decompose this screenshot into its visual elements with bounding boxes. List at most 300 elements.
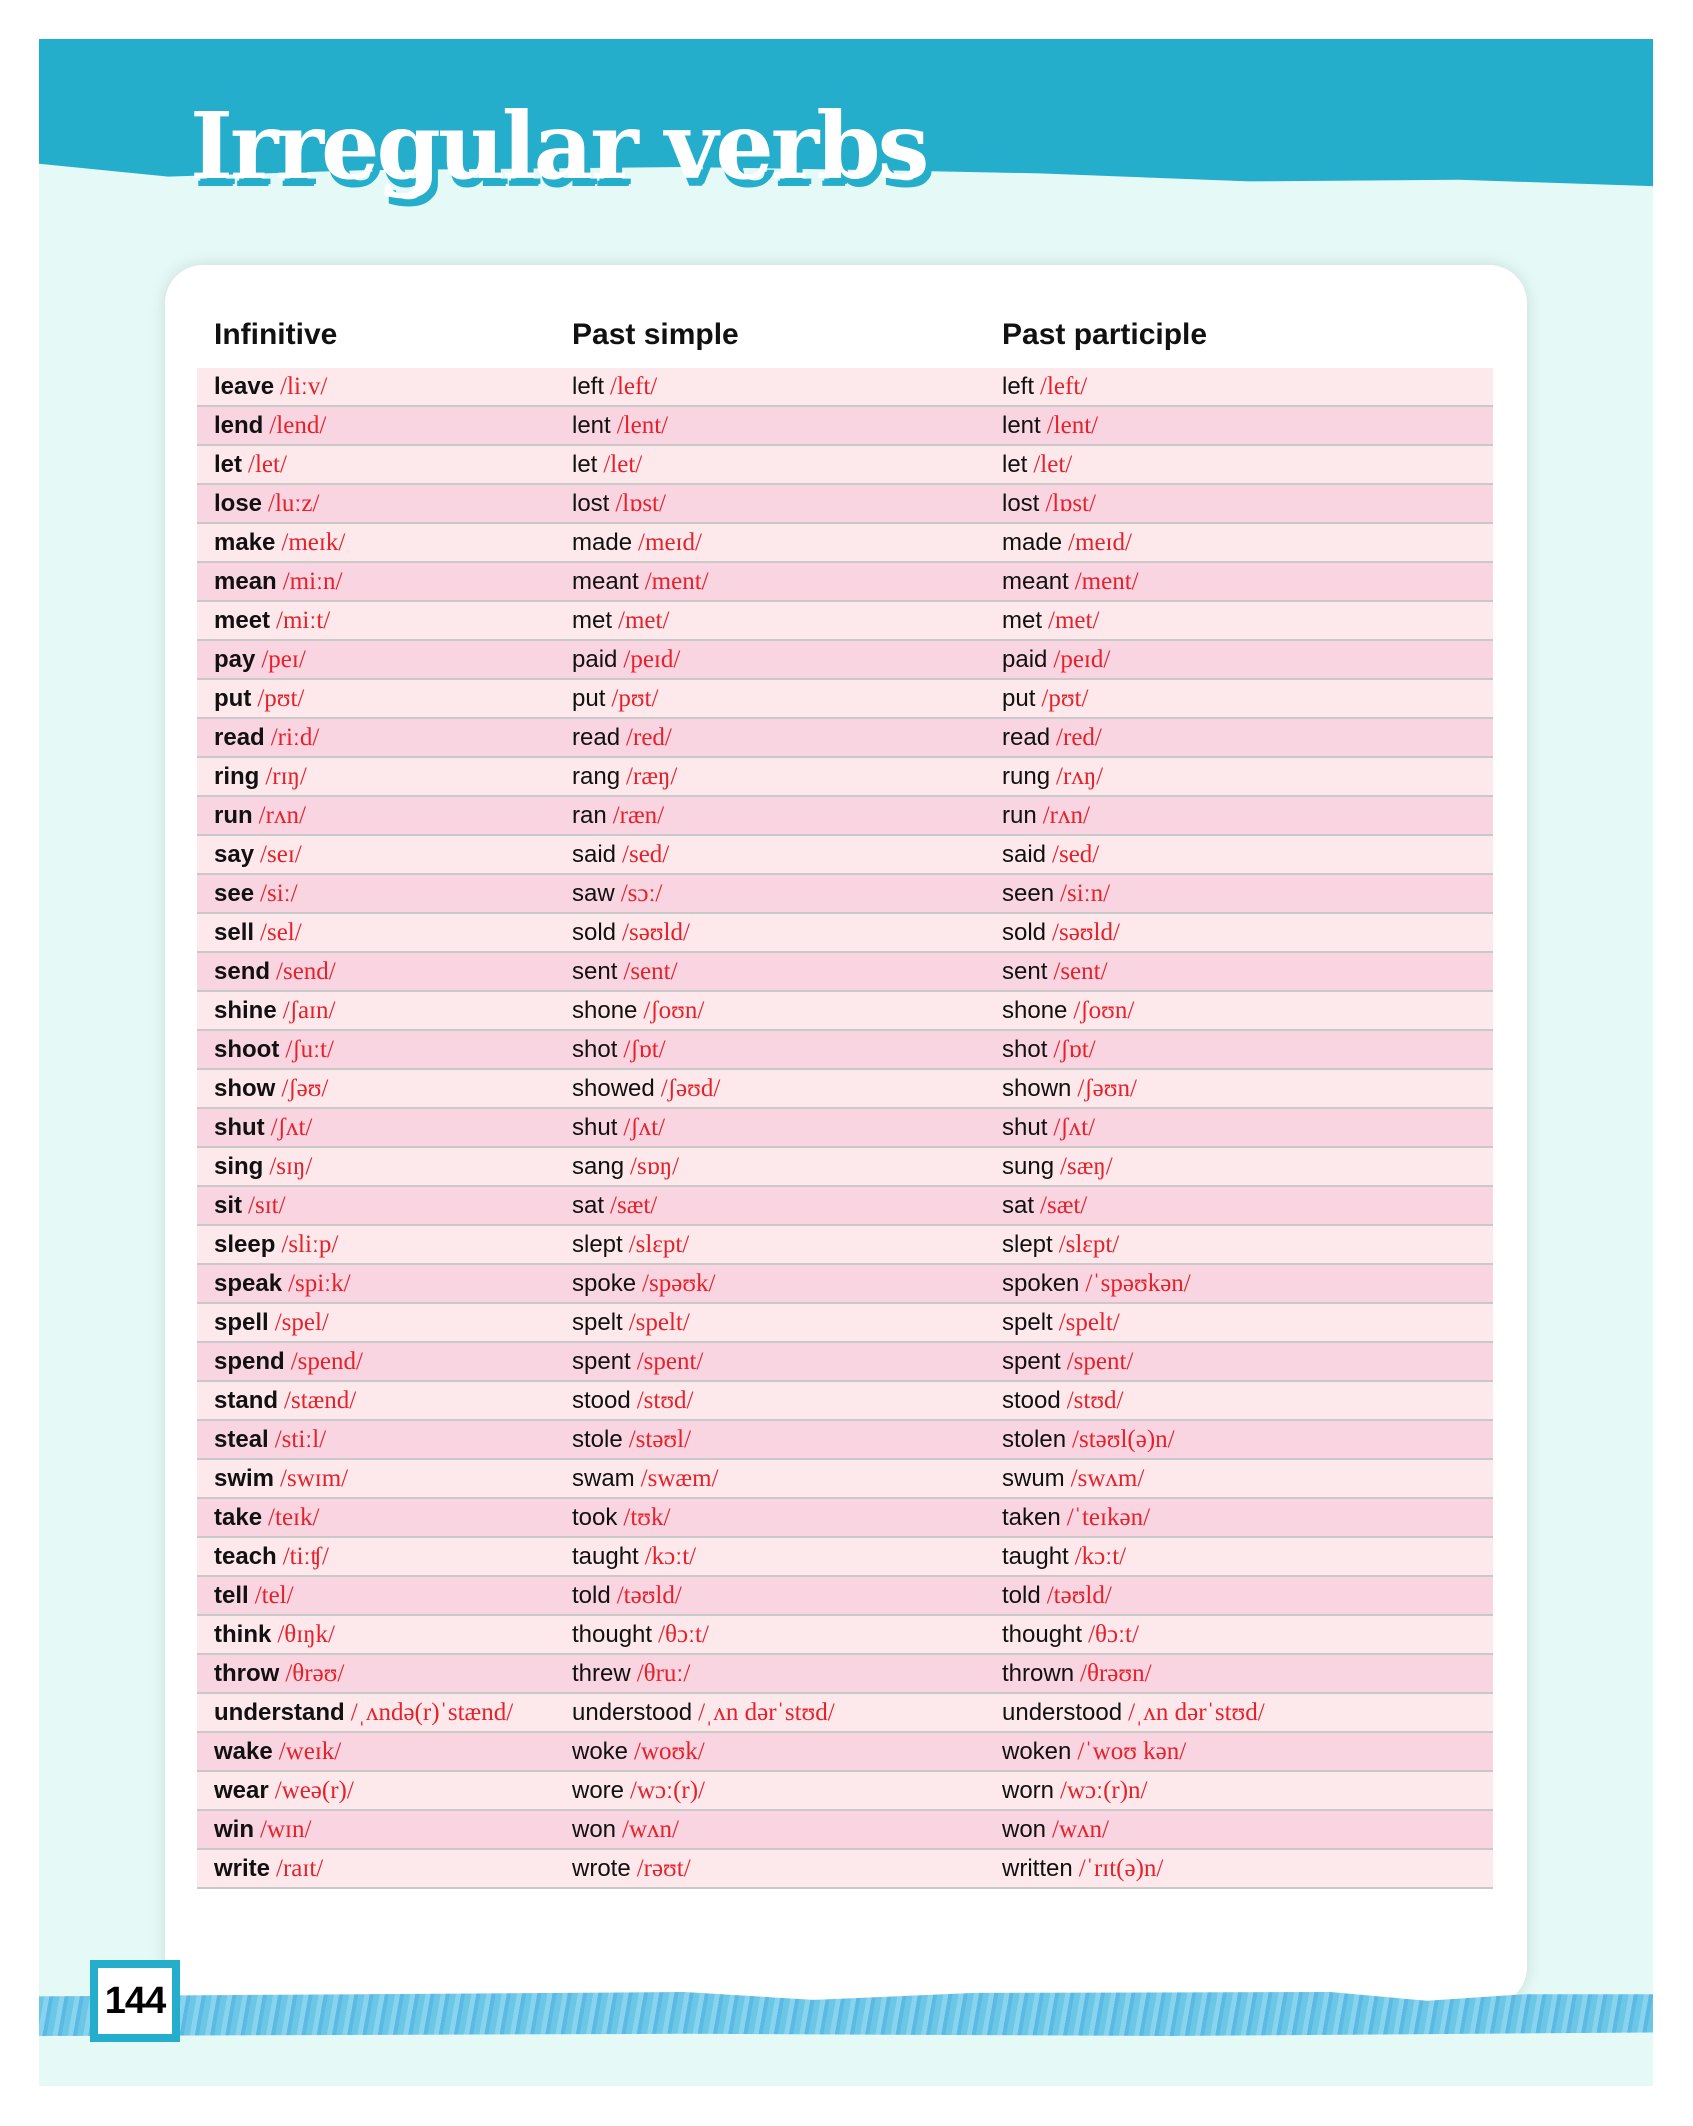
phonetic-transcription: /ʃʌt/: [623, 1114, 666, 1141]
verb-form: won: [1002, 1816, 1047, 1843]
phonetic-transcription: /woʊk/: [634, 1738, 705, 1765]
verb-form: swum: [1002, 1465, 1065, 1492]
phonetic-transcription: /ʃəʊ/: [281, 1075, 329, 1102]
cell-infinitive: [214, 563, 342, 600]
verb-form: left: [1002, 373, 1035, 400]
table-row: [197, 953, 1493, 992]
table-row: [197, 1421, 1493, 1460]
phonetic-transcription: /θruː/: [636, 1660, 691, 1687]
verb-form: tell: [214, 1582, 249, 1609]
cell-past-simple: [572, 1733, 705, 1770]
phonetic-transcription: /səʊld/: [622, 919, 690, 946]
page-number: 144: [90, 1960, 180, 2042]
verb-form: taken: [1002, 1504, 1061, 1531]
cell-past-simple: [572, 1850, 691, 1887]
phonetic-transcription: /luːz/: [268, 490, 320, 517]
table-row: [197, 836, 1493, 875]
phonetic-transcription: /send/: [276, 958, 336, 985]
cell-past-participle: [1002, 1265, 1191, 1302]
cell-past-simple: [572, 1811, 679, 1848]
phonetic-transcription: /ment/: [644, 568, 709, 595]
cell-past-simple: [572, 680, 658, 717]
cell-past-simple: [572, 1421, 691, 1458]
phonetic-transcription: /tʊk/: [623, 1504, 671, 1531]
cell-infinitive: [214, 446, 287, 483]
phonetic-transcription: /spelt/: [1058, 1309, 1120, 1336]
cell-past-simple: [572, 1616, 709, 1653]
phonetic-transcription: /sæt/: [1040, 1192, 1088, 1219]
verb-form: saw: [572, 880, 615, 907]
cell-infinitive: [214, 1031, 334, 1068]
cell-past-simple: [572, 407, 668, 444]
phonetic-transcription: /peɪd/: [1053, 646, 1111, 673]
cell-infinitive: [214, 1304, 329, 1341]
cell-past-participle: [1002, 1772, 1148, 1809]
verb-form: rung: [1002, 763, 1051, 790]
phonetic-transcription: /teɪk/: [268, 1504, 320, 1531]
phonetic-transcription: /rəʊt/: [636, 1855, 691, 1882]
verb-form: lent: [572, 412, 611, 439]
verb-form: shown: [1002, 1075, 1072, 1102]
verb-form: taught: [572, 1543, 639, 1570]
table-row: [197, 1148, 1493, 1187]
cell-past-simple: [572, 875, 662, 912]
cell-past-simple: [572, 563, 709, 600]
phonetic-transcription: /swæm/: [640, 1465, 719, 1492]
verb-form: said: [572, 841, 617, 868]
table-row: [197, 368, 1493, 407]
phonetic-transcription: /stəʊl(ə)n/: [1072, 1426, 1175, 1453]
cell-infinitive: [214, 524, 345, 561]
cell-infinitive: [214, 1499, 319, 1536]
verb-form: let: [214, 451, 243, 478]
cell-past-simple: [572, 1499, 670, 1536]
phonetic-transcription: /səʊld/: [1052, 919, 1120, 946]
verb-form: seen: [1002, 880, 1055, 907]
cell-infinitive: [214, 797, 306, 834]
phonetic-transcription: /ʃʌt/: [270, 1114, 313, 1141]
phonetic-transcription: /sæt/: [610, 1192, 658, 1219]
phonetic-transcription: /sliːp/: [281, 1231, 339, 1258]
verb-form: sleep: [214, 1231, 276, 1258]
cell-infinitive: [214, 680, 304, 717]
cell-past-simple: [572, 1226, 689, 1263]
verb-form: meant: [1002, 568, 1069, 595]
phonetic-transcription: /wɔː(r)/: [630, 1777, 705, 1804]
table-row: [197, 797, 1493, 836]
table-row: [197, 446, 1493, 485]
verb-form: run: [1002, 802, 1037, 829]
cell-infinitive: [214, 914, 302, 951]
verb-form: sat: [572, 1192, 605, 1219]
phonetic-transcription: /miːn/: [282, 568, 343, 595]
cell-past-participle: [1002, 368, 1087, 405]
verb-table-body: [197, 368, 1493, 1889]
cell-infinitive: [214, 602, 330, 639]
cell-past-participle: [1002, 1382, 1124, 1419]
phonetic-transcription: /ˈspəʊkən/: [1085, 1270, 1191, 1297]
phonetic-transcription: /siː/: [260, 880, 298, 907]
verb-form: threw: [572, 1660, 631, 1687]
verb-form: shut: [1002, 1114, 1048, 1141]
verb-form: spent: [572, 1348, 631, 1375]
table-row: [197, 1343, 1493, 1382]
phonetic-transcription: /ræŋ/: [626, 763, 678, 790]
phonetic-transcription: /sent/: [623, 958, 678, 985]
phonetic-transcription: /ʃuːt/: [285, 1036, 334, 1063]
verb-form: let: [1002, 451, 1028, 478]
phonetic-transcription: /pʊt/: [611, 685, 659, 712]
verb-form: shine: [214, 997, 277, 1024]
verb-form: make: [214, 529, 276, 556]
table-row: [197, 1304, 1493, 1343]
cell-infinitive: [214, 1265, 351, 1302]
phonetic-transcription: /meɪk/: [281, 529, 346, 556]
cell-infinitive: [214, 368, 327, 405]
cell-past-simple: [572, 1304, 690, 1341]
verb-form: win: [214, 1816, 254, 1843]
verb-form: spelt: [572, 1309, 623, 1336]
table-row: [197, 1577, 1493, 1616]
cell-infinitive: [214, 758, 307, 795]
verb-form: slept: [1002, 1231, 1053, 1258]
cell-past-participle: [1002, 641, 1110, 678]
verb-form: woke: [572, 1738, 629, 1765]
phonetic-transcription: /kɔːt/: [644, 1543, 697, 1570]
verb-form: spend: [214, 1348, 285, 1375]
verb-form: wear: [214, 1777, 269, 1804]
verb-form: put: [572, 685, 606, 712]
phonetic-transcription: /sɪt/: [248, 1192, 286, 1219]
cell-infinitive: [214, 1655, 344, 1692]
phonetic-transcription: /meɪd/: [1068, 529, 1132, 556]
cell-infinitive: [214, 1226, 338, 1263]
phonetic-transcription: /sɒŋ/: [630, 1153, 680, 1180]
cell-past-participle: [1002, 446, 1072, 483]
verb-form: ring: [214, 763, 260, 790]
verb-form: rang: [572, 763, 621, 790]
phonetic-transcription: /swʌm/: [1070, 1465, 1145, 1492]
verb-form: shut: [572, 1114, 618, 1141]
cell-past-simple: [572, 602, 669, 639]
table-row: [197, 1694, 1493, 1733]
cell-infinitive: [214, 1850, 323, 1887]
table-row: [197, 1070, 1493, 1109]
table-row: [197, 641, 1493, 680]
cell-infinitive: [214, 1733, 341, 1770]
verb-form: lost: [1002, 490, 1040, 517]
cell-past-simple: [572, 1694, 835, 1731]
cell-past-participle: [1002, 1655, 1152, 1692]
cell-infinitive: [214, 875, 298, 912]
cell-past-participle: [1002, 1616, 1139, 1653]
verb-form: shone: [572, 997, 638, 1024]
verb-form: put: [214, 685, 252, 712]
cell-past-simple: [572, 914, 690, 951]
cell-infinitive: [214, 1421, 326, 1458]
table-row: [197, 1382, 1493, 1421]
cell-past-participle: [1002, 1811, 1109, 1848]
verb-form: meet: [214, 607, 271, 634]
table-row: [197, 1850, 1493, 1889]
verb-form: sold: [572, 919, 617, 946]
phonetic-transcription: /spiːk/: [288, 1270, 351, 1297]
verb-form: won: [572, 1816, 617, 1843]
phonetic-transcription: /slɛpt/: [1058, 1231, 1120, 1258]
cell-past-participle: [1002, 524, 1132, 561]
verb-form: understood: [572, 1699, 693, 1726]
phonetic-transcription: /ˈwoʊ kən/: [1077, 1738, 1187, 1765]
phonetic-transcription: /pʊt/: [257, 685, 305, 712]
verb-form: put: [1002, 685, 1036, 712]
cell-infinitive: [214, 485, 319, 522]
verb-form: spent: [1002, 1348, 1061, 1375]
phonetic-transcription: /meɪd/: [638, 529, 702, 556]
cell-infinitive: [214, 1460, 348, 1497]
phonetic-transcription: /ʃɒt/: [1053, 1036, 1096, 1063]
verb-form: teach: [214, 1543, 277, 1570]
phonetic-transcription: /rʌn/: [1042, 802, 1090, 829]
cell-infinitive: [214, 407, 326, 444]
verb-form: sent: [1002, 958, 1048, 985]
phonetic-transcription: /peɪ/: [261, 646, 306, 673]
verb-form: met: [572, 607, 613, 634]
cell-past-simple: [572, 719, 672, 756]
phonetic-transcription: /wɪn/: [260, 1816, 312, 1843]
verb-form: show: [214, 1075, 276, 1102]
verb-form: stole: [572, 1426, 623, 1453]
phonetic-transcription: /peɪd/: [623, 646, 681, 673]
cell-past-simple: [572, 1577, 682, 1614]
cell-past-participle: [1002, 1304, 1120, 1341]
verb-form: lose: [214, 490, 263, 517]
verb-form: shone: [1002, 997, 1068, 1024]
phonetic-transcription: /stænd/: [284, 1387, 357, 1414]
cell-infinitive: [214, 953, 336, 990]
phonetic-transcription: /pʊt/: [1041, 685, 1089, 712]
table-row: [197, 1655, 1493, 1694]
table-row: [197, 485, 1493, 524]
cell-past-participle: [1002, 1031, 1096, 1068]
phonetic-transcription: /siːn/: [1060, 880, 1111, 907]
cell-infinitive: [214, 992, 335, 1029]
table-row: [197, 680, 1493, 719]
cell-past-participle: [1002, 1421, 1175, 1458]
verb-form: lost: [572, 490, 610, 517]
cell-past-simple: [572, 1109, 665, 1146]
cell-past-simple: [572, 836, 669, 873]
phonetic-transcription: /met/: [1048, 607, 1100, 634]
table-row: [197, 1187, 1493, 1226]
phonetic-transcription: /wʌn/: [1052, 1816, 1109, 1843]
verb-form: lent: [1002, 412, 1041, 439]
phonetic-transcription: /θɔːt/: [1088, 1621, 1139, 1648]
cell-past-participle: [1002, 1187, 1087, 1224]
phonetic-transcription: /stʊd/: [636, 1387, 694, 1414]
verb-form: read: [572, 724, 621, 751]
cell-infinitive: [214, 1811, 311, 1848]
phonetic-transcription: /sent/: [1053, 958, 1108, 985]
table-row: [197, 758, 1493, 797]
phonetic-transcription: /spel/: [274, 1309, 329, 1336]
phonetic-transcription: /tel/: [254, 1582, 294, 1609]
table-row: [197, 1538, 1493, 1577]
verb-form: say: [214, 841, 255, 868]
cell-past-participle: [1002, 1694, 1265, 1731]
phonetic-transcription: /weə(r)/: [274, 1777, 354, 1804]
verb-form: slept: [572, 1231, 623, 1258]
cell-past-participle: [1002, 1070, 1137, 1107]
cell-past-simple: [572, 953, 678, 990]
cell-past-simple: [572, 641, 680, 678]
cell-past-simple: [572, 1538, 696, 1575]
phonetic-transcription: /stʊd/: [1066, 1387, 1124, 1414]
cell-past-simple: [572, 1655, 690, 1692]
verb-form: told: [572, 1582, 611, 1609]
verb-form: met: [1002, 607, 1043, 634]
table-row: [197, 1265, 1493, 1304]
cell-past-participle: [1002, 680, 1088, 717]
phonetic-transcription: /met/: [618, 607, 670, 634]
verb-form: sing: [214, 1153, 264, 1180]
verb-form: made: [1002, 529, 1063, 556]
phonetic-transcription: /stiːl/: [274, 1426, 327, 1453]
cell-infinitive: [214, 1772, 354, 1809]
phonetic-transcription: /ˈteɪkən/: [1066, 1504, 1151, 1531]
verb-form: leave: [214, 373, 275, 400]
table-row: [197, 875, 1493, 914]
verb-form: made: [572, 529, 633, 556]
verb-form: understood: [1002, 1699, 1123, 1726]
verb-form: sat: [1002, 1192, 1035, 1219]
table-row: [197, 524, 1493, 563]
phonetic-transcription: /spəʊk/: [642, 1270, 716, 1297]
phonetic-transcription: /riːd/: [270, 724, 320, 751]
verb-form: wore: [572, 1777, 625, 1804]
phonetic-transcription: /weɪk/: [278, 1738, 342, 1765]
phonetic-transcription: /lent/: [616, 412, 669, 439]
verb-form: see: [214, 880, 255, 907]
verb-form: understand: [214, 1699, 345, 1726]
cell-past-simple: [572, 1148, 679, 1185]
phonetic-transcription: /lɒst/: [1045, 490, 1096, 517]
cell-infinitive: [214, 1577, 294, 1614]
verb-form: spell: [214, 1309, 269, 1336]
phonetic-transcription: /ʃʌt/: [1053, 1114, 1096, 1141]
table-row: [197, 992, 1493, 1031]
cell-past-participle: [1002, 1343, 1133, 1380]
cell-past-participle: [1002, 563, 1139, 600]
verb-form: taught: [1002, 1543, 1069, 1570]
verb-form: swim: [214, 1465, 275, 1492]
cell-past-participle: [1002, 797, 1090, 834]
cell-past-participle: [1002, 1733, 1186, 1770]
phonetic-transcription: /sed/: [622, 841, 670, 868]
verb-form: swam: [572, 1465, 635, 1492]
cell-past-participle: [1002, 1460, 1144, 1497]
verb-form: thrown: [1002, 1660, 1075, 1687]
verb-form: took: [572, 1504, 618, 1531]
phonetic-transcription: /θrəʊ/: [285, 1660, 345, 1687]
header-infinitive: Infinitive: [214, 318, 338, 351]
cell-past-simple: [572, 1031, 666, 1068]
phonetic-transcription: /ʃɒt/: [623, 1036, 666, 1063]
table-row: [197, 1616, 1493, 1655]
phonetic-transcription: /miːt/: [276, 607, 331, 634]
verb-form: stand: [214, 1387, 279, 1414]
phonetic-transcription: /təʊld/: [1046, 1582, 1112, 1609]
phonetic-transcription: /sɪŋ/: [269, 1153, 313, 1180]
cell-past-participle: [1002, 1148, 1113, 1185]
cell-infinitive: [214, 1616, 335, 1653]
phonetic-transcription: /let/: [1033, 451, 1073, 478]
phonetic-transcription: /θɔːt/: [658, 1621, 709, 1648]
phonetic-transcription: /spent/: [636, 1348, 704, 1375]
table-row: [197, 563, 1493, 602]
phonetic-transcription: /lent/: [1046, 412, 1099, 439]
cell-past-simple: [572, 524, 702, 561]
verb-form: wake: [214, 1738, 273, 1765]
cell-past-participle: [1002, 953, 1108, 990]
table-row: [197, 1109, 1493, 1148]
phonetic-transcription: /stəʊl/: [628, 1426, 692, 1453]
cell-past-participle: [1002, 1577, 1112, 1614]
cell-infinitive: [214, 836, 302, 873]
phonetic-transcription: /ʃaɪn/: [282, 997, 336, 1024]
cell-past-participle: [1002, 875, 1110, 912]
verb-form: sang: [572, 1153, 625, 1180]
phonetic-transcription: /red/: [1056, 724, 1102, 751]
table-row: [197, 1811, 1493, 1850]
verb-form: spoken: [1002, 1270, 1080, 1297]
phonetic-transcription: /sel/: [260, 919, 302, 946]
phonetic-transcription: /ræn/: [612, 802, 665, 829]
verb-form: stood: [1002, 1387, 1061, 1414]
phonetic-transcription: /left/: [610, 373, 658, 400]
cell-past-participle: [1002, 719, 1102, 756]
phonetic-transcription: /seɪ/: [260, 841, 302, 868]
header-past-participle: Past participle: [1002, 318, 1208, 351]
table-row: [197, 914, 1493, 953]
verb-form: sell: [214, 919, 255, 946]
verb-form: throw: [214, 1660, 280, 1687]
verb-form: mean: [214, 568, 277, 595]
verb-form: said: [1002, 841, 1047, 868]
phonetic-transcription: /ˌʌn dərˈstʊd/: [698, 1699, 835, 1726]
verb-form: let: [572, 451, 598, 478]
header-past-simple: Past simple: [572, 318, 739, 351]
cell-infinitive: [214, 1538, 329, 1575]
phonetic-transcription: /θrəʊn/: [1080, 1660, 1152, 1687]
cell-infinitive: [214, 1382, 356, 1419]
phonetic-transcription: /spend/: [290, 1348, 363, 1375]
phonetic-transcription: /left/: [1040, 373, 1088, 400]
verb-form: woken: [1002, 1738, 1072, 1765]
verb-form: worn: [1002, 1777, 1055, 1804]
cell-past-participle: [1002, 1499, 1150, 1536]
cell-past-participle: [1002, 758, 1103, 795]
cell-infinitive: [214, 1694, 513, 1731]
cell-past-simple: [572, 1772, 705, 1809]
cell-past-simple: [572, 1187, 657, 1224]
table-row: [197, 1733, 1493, 1772]
phonetic-transcription: /kɔːt/: [1074, 1543, 1127, 1570]
verb-form: shot: [1002, 1036, 1048, 1063]
verb-form: take: [214, 1504, 263, 1531]
phonetic-transcription: /sed/: [1052, 841, 1100, 868]
phonetic-transcription: /rʌŋ/: [1056, 763, 1104, 790]
cell-infinitive: [214, 1187, 286, 1224]
